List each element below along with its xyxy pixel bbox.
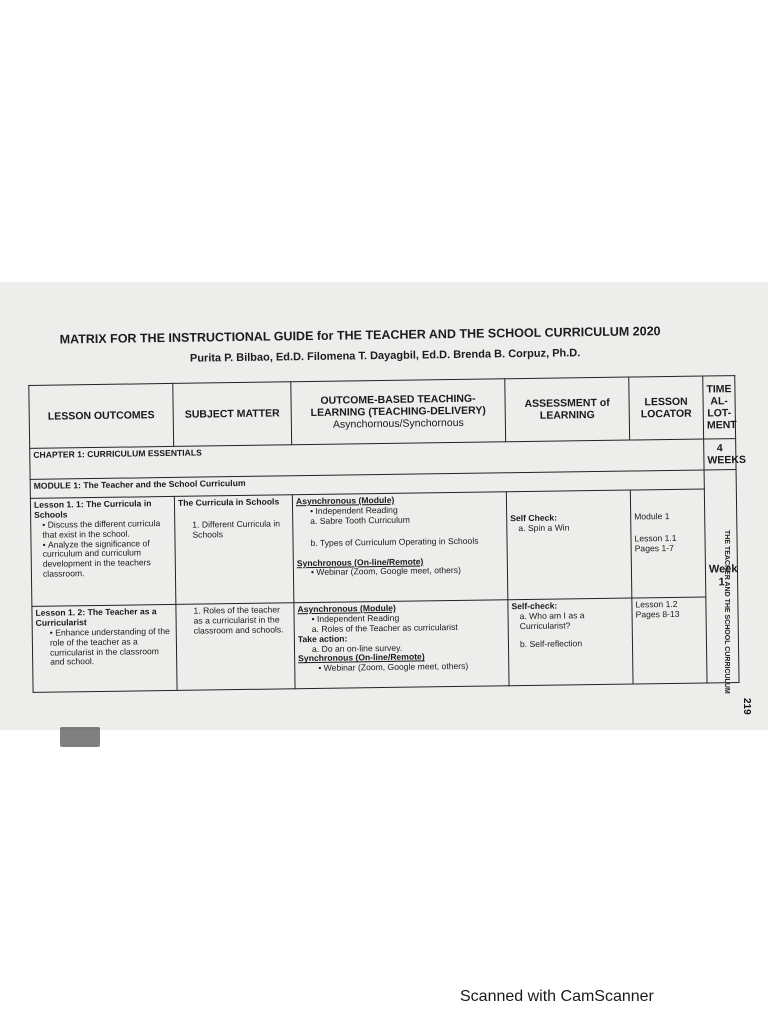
lesson1-async-3: b. Types of Curriculum Operating in Schools bbox=[310, 535, 479, 548]
lesson1-locator-1: Module 1 bbox=[634, 511, 670, 522]
lesson1-teaching bbox=[292, 492, 507, 603]
lesson2-sync-1: • Webinar (Zoom, Google meet, others) bbox=[298, 662, 505, 675]
lesson1-sync-1: • Webinar (Zoom, Google meet, others) bbox=[297, 566, 504, 579]
lesson1-assess-title: Self Check: bbox=[510, 512, 558, 524]
lesson2-locator-1: Lesson 1.2 bbox=[635, 598, 678, 610]
lesson2-outcome-1: • Enhance understanding of the role of the teacher as a curricularist in the classroom and school. bbox=[36, 627, 174, 668]
lesson1-locator-3: Pages 1-7 bbox=[634, 542, 674, 554]
lesson1-subject bbox=[174, 495, 293, 605]
header-teaching-line-2: LEARNING (TEACHING-DELIVERY) bbox=[310, 404, 486, 419]
lesson1-sync-heading: Synchronous (On-line/Remote) bbox=[296, 555, 424, 568]
header-lesson-locator: LESSON LOCATOR bbox=[629, 376, 704, 440]
lesson1-async-1: • Independent Reading bbox=[296, 504, 503, 517]
header-teaching-line-1: OUTCOME-BASED TEACHING- bbox=[320, 392, 476, 407]
side-running-header: THE TEACHER AND THE SCHOOL CURRICULUM bbox=[723, 530, 730, 694]
lesson2-locator bbox=[632, 597, 707, 684]
lesson2-action-1: a. Do an on-line survey. bbox=[311, 642, 403, 654]
lesson1-subject-title: The Curricula in Schools bbox=[177, 496, 280, 508]
lesson1-outcome-2: • Analyze the significance of curriculum and curriculum development in the teachers classroom. bbox=[34, 538, 172, 579]
lesson2-assess-1: a. Who am I as a Curricularist? bbox=[519, 610, 585, 631]
camscanner-watermark: Scanned with CamScanner bbox=[460, 988, 654, 1005]
lesson1-outcome-1: • Discuss the different curricula that exist in the school. bbox=[34, 519, 171, 541]
lesson2-assess-2: b. Self-reflection bbox=[519, 637, 583, 649]
lesson1-subject-item: 1. Different Curricula in Schools bbox=[192, 518, 281, 540]
lesson1-outcomes bbox=[30, 496, 175, 606]
scan-artifact bbox=[60, 727, 100, 747]
header-teaching-learning bbox=[291, 379, 506, 445]
lesson2-async-1: • Independent Reading bbox=[298, 612, 505, 625]
week-allotment: Week 1 bbox=[704, 470, 739, 683]
table-row bbox=[32, 597, 739, 693]
page-number: 219 bbox=[741, 698, 752, 715]
lesson2-subject-item: 1. Roles of the teacher as a curricularist in the classroom and schools. bbox=[193, 604, 284, 636]
header-assessment: ASSESSMENT of LEARNING bbox=[505, 377, 630, 442]
lesson2-subject bbox=[176, 603, 295, 691]
chapter-title: CHAPTER 1: CURRICULUM ESSENTIALS bbox=[30, 439, 704, 479]
lesson2-assess-title: Self-check: bbox=[511, 600, 558, 612]
lesson2-action-heading: Take action: bbox=[297, 633, 348, 644]
lesson2-sync-heading: Synchronous (On-line/Remote) bbox=[298, 651, 425, 664]
scanned-paper bbox=[0, 282, 768, 730]
table-header-row bbox=[29, 376, 736, 449]
lesson2-locator-2: Pages 8-13 bbox=[635, 608, 680, 620]
lesson1-locator-2: Lesson 1.1 bbox=[634, 532, 677, 544]
lesson2-assessment bbox=[508, 598, 633, 686]
lesson2-teaching bbox=[294, 600, 509, 689]
lesson1-async-heading: Asynchronous (Module) bbox=[295, 494, 395, 507]
lesson2-async-heading: Asynchronous (Module) bbox=[297, 602, 396, 615]
document-title: MATRIX FOR THE INSTRUCTIONAL GUIDE for THE TEACHER AND THE SCHOOL CURRICULUM 2020 bbox=[59, 324, 661, 347]
lesson2-title: Lesson 1. 2: The Teacher as a Curricularist bbox=[35, 606, 157, 628]
lesson1-assess-1: a. Spin a Win bbox=[518, 522, 570, 533]
lesson2-outcomes bbox=[32, 604, 177, 692]
lesson2-async-2: a. Roles of the Teacher as curricularist bbox=[311, 621, 458, 634]
header-subject-matter: SUBJECT MATTER bbox=[173, 382, 292, 447]
header-time-allotment: TIME AL-LOT-MENT bbox=[703, 376, 736, 439]
lesson1-locator bbox=[630, 489, 706, 598]
header-teaching-line-3: Asynchornous/Synchornous bbox=[332, 416, 464, 431]
lesson1-async-2: a. Sabre Tooth Curriculum bbox=[310, 514, 410, 526]
module-title: MODULE 1: The Teacher and the School Curriculum bbox=[30, 470, 704, 498]
document-page bbox=[19, 283, 747, 725]
table-row bbox=[30, 489, 737, 607]
header-lesson-outcomes: LESSON OUTCOMES bbox=[29, 383, 174, 448]
document-authors: Purita P. Bilbao, Ed.D. Filomena T. Dayagbil, Ed.D. Brenda B. Corpuz, Ph.D. bbox=[189, 347, 581, 365]
instructional-matrix-table bbox=[28, 375, 747, 693]
lesson1-assessment bbox=[506, 490, 631, 600]
lesson1-title: Lesson 1. 1: The Curricula in Schools bbox=[33, 498, 152, 520]
chapter-time: 4 WEEKS bbox=[704, 439, 736, 470]
